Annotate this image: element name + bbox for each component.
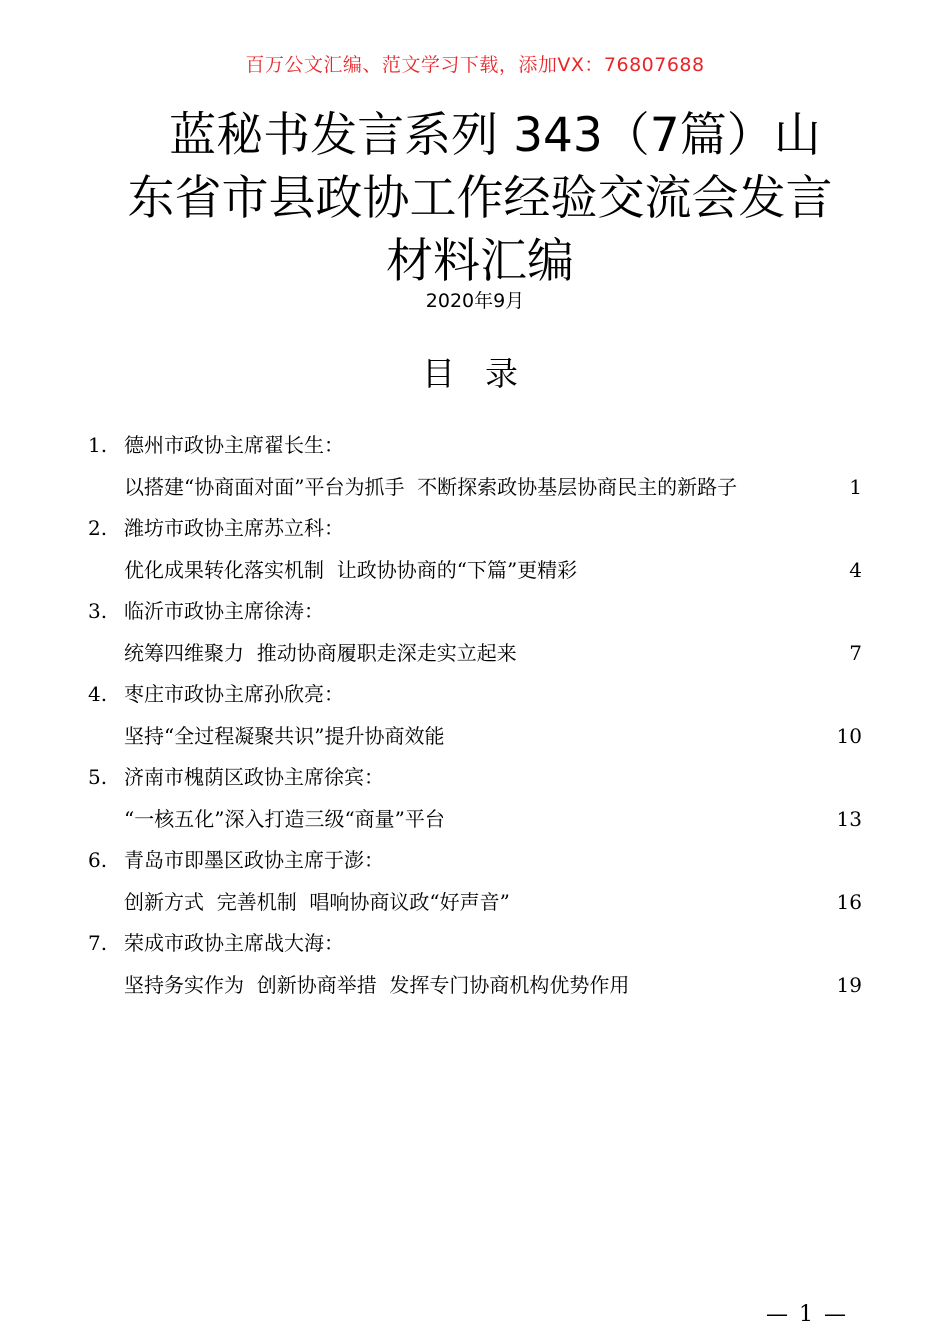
toc-entry-speaker: 青岛市即墨区政协主席于澎： (124, 848, 384, 872)
toc-entry-speaker: 德州市政协主席翟长生： (124, 433, 344, 457)
toc-entry-subtitle: 坚持“全过程凝聚共识”提升协商效能 (124, 723, 445, 748)
toc-entry (88, 923, 862, 1006)
toc-entry-number: 6. (88, 848, 108, 872)
toc-entry-page: 19 (836, 972, 862, 997)
toc-entry-speaker: 枣庄市政协主席孙欣亮： (124, 682, 344, 706)
toc-entry-page: 13 (836, 806, 862, 831)
toc-entry-subtitle: 以搭建“协商面对面”平台为抓手 不断探索政协基层协商民主的新路子 (124, 474, 738, 499)
toc-entry-number: 1. (88, 433, 108, 457)
toc-entry (88, 674, 862, 757)
toc-entry-subtitle: 创新方式 完善机制 唱响协商议政“好声音” (124, 889, 510, 914)
toc-entry-number: 5. (88, 765, 108, 789)
toc-entry (88, 840, 862, 923)
toc-entry-subtitle: 优化成果转化落实机制 让政协协商的“下篇”更精彩 (124, 557, 578, 582)
toc-entry-page: 7 (849, 640, 862, 665)
title-line-1: 蓝秘书发言系列 343（7篇）山 (139, 108, 821, 163)
toc-heading: 目录 (422, 354, 548, 393)
toc-entry (88, 757, 862, 840)
toc-entry-speaker: 济南市槐荫区政协主席徐宾： (124, 765, 384, 789)
toc-entry (88, 508, 862, 591)
toc-entry (88, 425, 862, 508)
title-line-2: 东省市县政协工作经验交流会发言 (127, 171, 833, 226)
toc-entry-speaker: 潍坊市政协主席苏立科： (124, 516, 344, 540)
toc-entry-subtitle: 统筹四维聚力 推动协商履职走深走实立起来 (124, 640, 517, 665)
toc-entry-number: 3. (88, 599, 108, 623)
toc-entry-page: 4 (849, 557, 862, 582)
toc-entry-speaker: 临沂市政协主席徐涛： (124, 599, 324, 623)
document-title (90, 104, 870, 293)
page-number: — 1 — (766, 1302, 848, 1327)
toc-entry-number: 4. (88, 682, 108, 706)
toc-entry (88, 591, 862, 674)
title-line-3: 材料汇编 (386, 234, 574, 289)
toc-entry-page: 10 (836, 723, 862, 748)
toc-entry-subtitle: “一核五化”深入打造三级“商量”平台 (124, 806, 445, 831)
toc-entry-page: 1 (849, 474, 862, 499)
document-date: 2020年9月 (425, 290, 525, 312)
toc-entry-page: 16 (836, 889, 862, 914)
watermark-text: 百万公文汇编、范文学习下载，添加VX：76807688 (245, 54, 705, 76)
toc-entry-subtitle: 坚持务实作为 创新协商举措 发挥专门协商机构优势作用 (124, 972, 630, 997)
table-of-contents (88, 425, 862, 1006)
toc-entry-number: 7. (88, 931, 108, 955)
toc-entry-number: 2. (88, 516, 108, 540)
toc-entry-speaker: 荣成市政协主席战大海： (124, 931, 344, 955)
